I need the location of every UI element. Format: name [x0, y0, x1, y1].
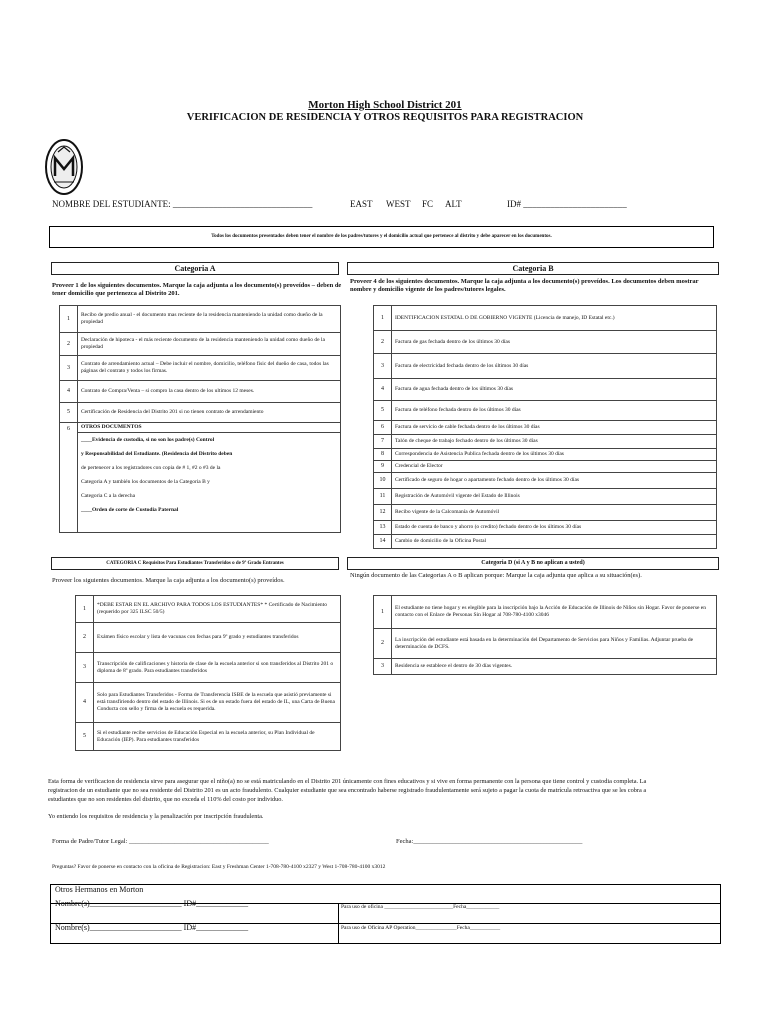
- custody-line-2: y Responsabilidad del Estudiante. (Residencia del Distrito deben: [81, 451, 233, 457]
- questions-contact: Preguntas? Favor de ponerse en contacto con la oficina de Registracion: East y Freshman Center 1-708-780-4100 x2327 y West 1-708-780-4100 x3012: [52, 864, 386, 870]
- acknowledgement-text: Yo entiendo los requisitos de residencia y la penalización por inscripción fraudulenta.: [48, 813, 264, 820]
- table-row: [374, 473, 717, 489]
- row-text: Credencial de Elector: [392, 461, 717, 473]
- row-text: Recibo de predio anual - el documento mas reciente de la residencia manteniendo la unidad como dueño de la propiedad: [78, 306, 341, 333]
- table-row: [76, 723, 341, 751]
- table-row: [374, 421, 717, 435]
- row-text: IDENTIFICACION ESTATAL O DE GOBIERNO VIGENTE (Licencia de manejo, ID Estatal etc.): [392, 306, 717, 331]
- siblings-title: Otros Hermanos en Morton: [55, 885, 144, 894]
- row-text: Recibo vigente de la Calcomanía de Automóvil: [392, 505, 717, 521]
- campus-east[interactable]: EAST: [350, 199, 373, 209]
- category-b-header: Categoria B: [347, 262, 719, 275]
- table-row: [76, 683, 341, 723]
- table-row: [60, 306, 341, 333]
- row-text: Exámen físico escolar y lista de vacunas con fechas para 9º grado y estudiantes transferidos: [94, 623, 341, 653]
- parent-signature-field[interactable]: Forma de Padre/Tutor Legal: ___________________________________________: [52, 838, 269, 845]
- category-d-table: [373, 595, 717, 675]
- district-seal-logo: [44, 138, 84, 196]
- siblings-box: [50, 884, 721, 944]
- court-order-line[interactable]: ____Orden de corte de Custodia Paternal: [81, 507, 179, 513]
- fraud-notice-paragraph: Esta forma de verificacion de residencia sirve para asegurar que el niño(a) no se está matriculando en el Distrito 201 únicamente con fines educativos y si vive en forma permanente con la persona que tiene control y custodia completa. La registracion de un estudiante que no sea residente del Distrito 201 es un acto fraudulento. Cualquier estudiante que sea encontrado haberse registrado fraudulentamente será sujeto a pagar la cuota de matrícula retroactiva que se les cobra a estudiantes que no son residentes del distrito, que no exceda el 110% del costo por individuo.: [48, 778, 647, 803]
- table-row: [374, 306, 717, 331]
- row-number[interactable]: 1: [76, 596, 94, 623]
- row-number[interactable]: 4: [60, 381, 78, 403]
- campus-fc[interactable]: FC: [422, 199, 434, 209]
- district-title: Morton High School District 201: [308, 99, 462, 111]
- row-number[interactable]: 3: [60, 356, 78, 381]
- row-number[interactable]: 3: [374, 659, 392, 675]
- row-text: Si el estudiante recibe servicios de Educación Especial en la escuela anterior, su Plan Individual de Educación (IEP). Para estudiantes transferidos: [94, 723, 341, 751]
- custody-line-4: Categoria A y también los documentos de la Categoria B y: [81, 479, 210, 485]
- table-row: [374, 659, 717, 675]
- category-c-header: CATEGORIA C Requisitos Para Estudiantes Transferidos o de 9º Grado Entrantes: [51, 557, 339, 570]
- row-number[interactable]: 6: [60, 423, 78, 533]
- table-row: [374, 489, 717, 505]
- sibling-name-2-field[interactable]: Nombre(s)_______________________ ID#_____________: [55, 923, 249, 932]
- table-row: [374, 435, 717, 449]
- row-text: Talón de cheque de trabajo fechado dentro de los últimos 30 días: [392, 435, 717, 449]
- table-row: [60, 356, 341, 381]
- row-number[interactable]: 12: [374, 505, 392, 521]
- sibling-name-1-field[interactable]: Nombre(s)_______________________ ID#_____________: [55, 899, 249, 908]
- row-number[interactable]: 8: [374, 449, 392, 461]
- custody-line-3: de pertenecer a los registradores con copia de # 1, #2 o #3 de la: [81, 465, 221, 471]
- category-a-intro: Proveer 1 de los siguientes documentos. Marque la caja adjunta a los documento(s) proveídos – deben de tener domicilio que pertenezca al Distrito 201.: [52, 282, 342, 297]
- row-text: El estudiante no tiene hogar y es elegible para la inscripción bajo la Acción de Educación de Illinois de Niños sin Hogar. Favor de ponerse en contacto con el Enlace de Personas Sin Hogar al 708-780-4100 x3046: [392, 596, 717, 629]
- row-text: Transcripción de calificaciones y historia de clase de la escuela anterior si son transferidos al Distrito 201 o diploma de 8º grado. Para estudiantes transferidos: [94, 653, 341, 683]
- table-row: [76, 623, 341, 653]
- student-id-field[interactable]: ID# _______________________: [507, 199, 627, 209]
- row-number[interactable]: 1: [374, 306, 392, 331]
- row-number[interactable]: 4: [374, 379, 392, 401]
- row-number[interactable]: 3: [374, 354, 392, 379]
- custody-line-5: Categoria C a la derecha: [81, 493, 136, 499]
- row-text: Correspondencia de Asistencia Publica fechada dentro de los últimos 30 días: [392, 449, 717, 461]
- row-number[interactable]: 2: [60, 333, 78, 356]
- custody-evidence-line[interactable]: ____Evidencia de custodia, si no son los padre(s) Control: [81, 437, 215, 443]
- table-row: [374, 449, 717, 461]
- row-text: Cambio de domicilio de la Oficina Postal: [392, 535, 717, 549]
- documents-notice: Todos los documentos presentados deben tener el nombre de los padres/tutores y el domicilio actual que pertenece al distrito y debe aparecer en los documentos.: [49, 226, 714, 248]
- table-row: [60, 403, 341, 423]
- row-text: Registración de Automóvil vigente del Estado de Illinois: [392, 489, 717, 505]
- row-number[interactable]: 10: [374, 473, 392, 489]
- category-b-table: [373, 305, 717, 549]
- category-d-intro: Ningún documento de las Categorias A o B aplican porque: Marque la caja adjunta que aplica a su situación(es).: [350, 572, 642, 579]
- signature-date-field[interactable]: Fecha:____________________________________________________: [396, 838, 583, 845]
- table-row: [374, 629, 717, 659]
- form-title: VERIFICACION DE RESIDENCIA Y OTROS REQUISITOS PARA REGISTRACION: [186, 112, 584, 123]
- row-number[interactable]: 7: [374, 435, 392, 449]
- row-text: Factura de servicio de cable fechada dentro de los últimos 30 días: [392, 421, 717, 435]
- category-a-table: [59, 305, 341, 533]
- row-number[interactable]: 2: [76, 623, 94, 653]
- category-a-header: Categoria A: [51, 262, 339, 275]
- row-text: Contrato de Compra/Venta – si compro la casa dentro de los ultimos 12 meses.: [78, 381, 341, 403]
- row-number[interactable]: 5: [374, 401, 392, 421]
- office-use-field[interactable]: Para uso de oficina _________________________Fecha____________: [341, 904, 500, 910]
- row-text: Certificado de seguro de hogar o apartamento fechado dentro de los últimos 30 días: [392, 473, 717, 489]
- row-text: Declaración de hipoteca - el más reciente documento de la residencia manteniendo la unidad como dueño de la propiedad: [78, 333, 341, 356]
- row-number[interactable]: 2: [374, 331, 392, 354]
- table-row: [374, 354, 717, 379]
- table-row: [60, 381, 341, 403]
- row-number[interactable]: 3: [76, 653, 94, 683]
- table-row-other-documents: [60, 423, 341, 533]
- campus-west[interactable]: WEST: [386, 199, 411, 209]
- category-d-header: Categoria D (si A y B no aplican a usted): [347, 557, 719, 570]
- student-name-field[interactable]: NOMBRE DEL ESTUDIANTE: _______________________________: [52, 199, 313, 209]
- campus-alt[interactable]: ALT: [445, 199, 462, 209]
- table-row: [374, 505, 717, 521]
- row-number[interactable]: 1: [374, 596, 392, 629]
- row-number[interactable]: 9: [374, 461, 392, 473]
- row-number[interactable]: 13: [374, 521, 392, 535]
- row-text: Factura de gas fechada dentro de los últimos 30 días: [392, 331, 717, 354]
- table-row: [76, 596, 341, 623]
- table-row: [374, 535, 717, 549]
- row-text: Residencia se establece el dentro de 30 días vigentes.: [392, 659, 717, 675]
- row-text: La inscripción del estudiante está basada en la determinación del Departamento de Servicios para Niños y Familias. Adjuntar prueba de determinación de DCFS.: [392, 629, 717, 659]
- other-documents-heading: OTROS DOCUMENTOS: [78, 423, 340, 433]
- table-row: [374, 331, 717, 354]
- office-ap-operation-field[interactable]: Para uso de Oficina AP Operation_______________Fecha___________: [341, 925, 501, 931]
- table-row: [374, 401, 717, 421]
- row-text: *DEBE ESTAR EN EL ARCHIVO PARA TODOS LOS ESTUDIANTES* * Certificado de Nacimiento (requerido por 325 ILSC 50/5): [94, 596, 341, 623]
- row-text: Factura de teléfono fechada dentro de los últimos 30 días: [392, 401, 717, 421]
- row-number[interactable]: 5: [60, 403, 78, 423]
- row-number[interactable]: 11: [374, 489, 392, 505]
- row-number[interactable]: 6: [374, 421, 392, 435]
- row-text: Estado de cuenta de banco y ahorro (o credito) fechado dentro de los últimos 30 días: [392, 521, 717, 535]
- table-row: [374, 521, 717, 535]
- table-row: [374, 379, 717, 401]
- category-c-table: [75, 595, 341, 751]
- table-row: [76, 653, 341, 683]
- table-row: [60, 333, 341, 356]
- row-text: Certificación de Residencia del Distrito 201 si no tienen contrato de arrendamiento: [78, 403, 341, 423]
- row-number[interactable]: 1: [60, 306, 78, 333]
- row-text: Solo para Estudiantes Transferidos - Forma de Transferencia ISBE de la escuela que asistió previamente si está transfiriendo dentro del estado de Illinois. Si es de un estado fuera del estado de IL, una Carta de Buena Conducta con sello y firma de la escuela es requerida.: [94, 683, 341, 723]
- row-number[interactable]: 5: [76, 723, 94, 751]
- row-text: Factura de electricidad fechada dentro de los últimos 30 días: [392, 354, 717, 379]
- row-number[interactable]: 4: [76, 683, 94, 723]
- table-row: [374, 596, 717, 629]
- category-c-intro: Proveer los siguientes documentos. Marque la caja adjunta a los documento(s) proveídos.: [52, 577, 285, 584]
- row-text: Contrato de arrendamiento actual – Debe incluir el nombre, domicilio, teléfono fisic del dueño de casa, todos las páginas del contrato y todos los firmas.: [78, 356, 341, 381]
- row-text: Factura de agua fechada dentro de los últimos 30 días: [392, 379, 717, 401]
- table-row: [374, 461, 717, 473]
- category-b-intro: Proveer 4 de los siguientes documentos. Marque la caja adjunta a los documento(s) proveídos. Los documentos deben mostrar nombre y domicilio vigente de los padres/tutores legales.: [350, 278, 699, 293]
- row-number[interactable]: 14: [374, 535, 392, 549]
- row-number[interactable]: 2: [374, 629, 392, 659]
